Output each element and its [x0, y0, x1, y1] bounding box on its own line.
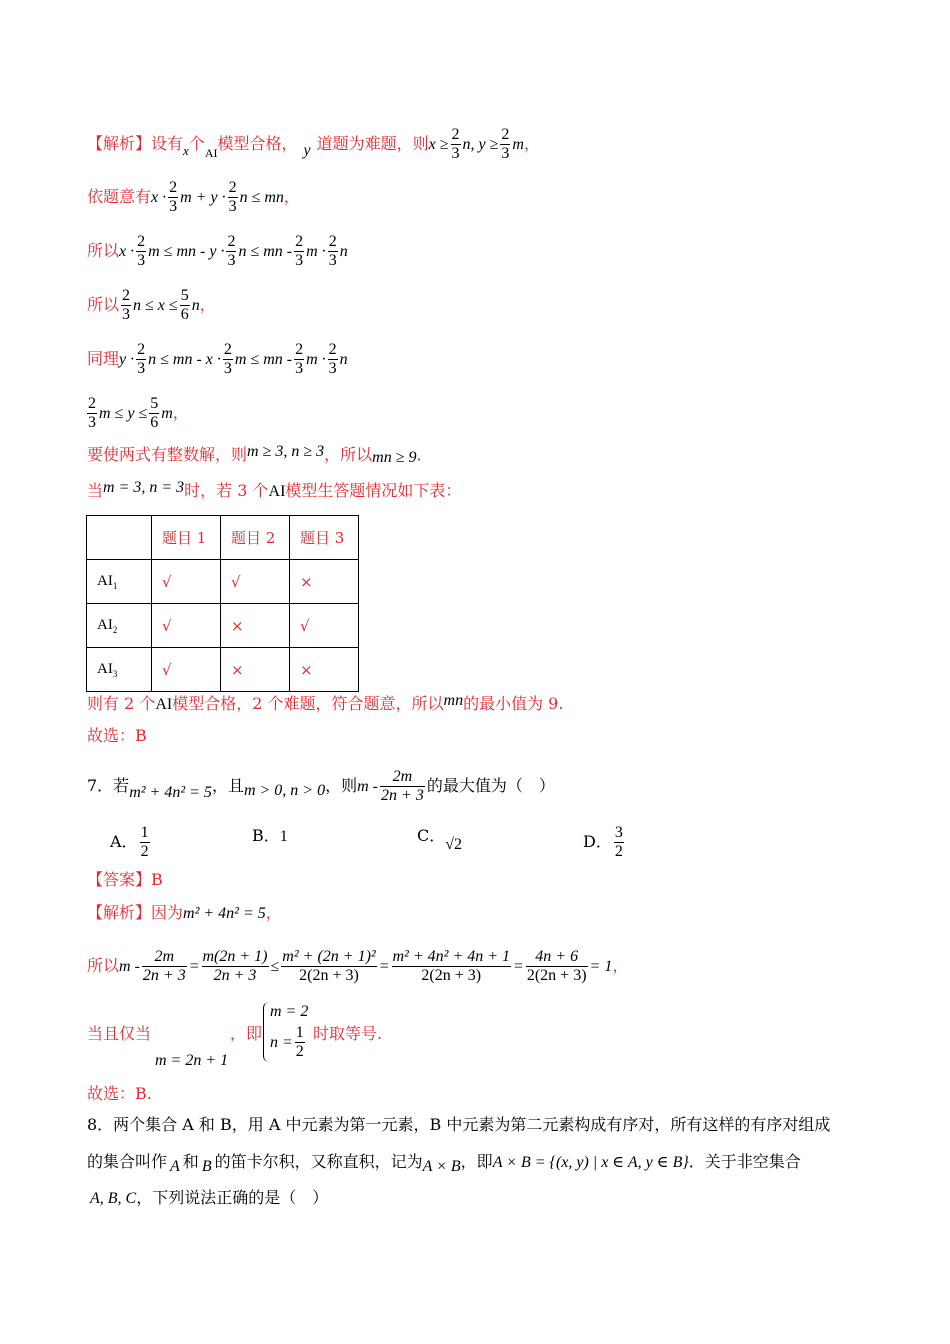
option-value: √2: [445, 836, 463, 853]
denominator: 2n + 3: [213, 967, 257, 984]
answer-tag-7: 【答案】B: [87, 870, 163, 889]
math: m + y ·: [180, 189, 226, 206]
row-label-text: AI: [97, 660, 113, 677]
fraction: [180, 287, 190, 324]
denominator: 3: [328, 360, 337, 377]
text: 当: [87, 481, 104, 500]
fraction: [87, 395, 97, 432]
text: ，: [612, 956, 629, 975]
conclusion-line: [87, 692, 563, 717]
numerator: 2: [295, 233, 304, 250]
math: n: [339, 351, 348, 368]
numerator: 4n + 6: [526, 948, 588, 967]
analysis-label: 【解析】设有: [87, 134, 184, 153]
row-label: [87, 560, 152, 604]
denominator: 3: [122, 306, 131, 323]
fraction: [328, 233, 338, 270]
row-label-sub: 2: [112, 624, 118, 635]
text: ．: [416, 445, 433, 464]
text: 则有 2 个: [87, 694, 156, 713]
math: m = 2n + 1: [155, 1052, 229, 1069]
text: 所以: [87, 295, 120, 314]
option-label: C．: [417, 826, 446, 845]
table-row: [87, 604, 359, 648]
text: 道题为难题，则: [316, 134, 429, 153]
numerator: 2m: [142, 948, 187, 967]
system-eq-1: m = 2: [270, 1003, 309, 1020]
text: ，: [199, 295, 216, 314]
text: ，: [172, 403, 189, 422]
denominator: 3: [328, 252, 337, 269]
table-cell: √: [152, 604, 221, 648]
denominator: 2(2n + 3): [299, 967, 359, 984]
text: ，所以: [324, 445, 373, 464]
analysis-7-equality: [87, 1022, 151, 1046]
numerator: m² + 4n² + 4n + 1: [392, 948, 511, 965]
fraction: [392, 948, 512, 985]
question-number: 7．若: [87, 776, 130, 795]
table-cell: √: [152, 648, 221, 692]
numerator: 1: [140, 824, 149, 841]
answer-line-7: 故选：B.: [87, 1084, 152, 1103]
option-b[interactable]: [252, 824, 288, 849]
analysis-line-7: [87, 443, 433, 468]
text: ，则: [325, 776, 358, 795]
option-value: 1: [279, 828, 288, 845]
math: m ≥ 3, n ≥ 3: [247, 443, 325, 460]
fraction: [294, 341, 304, 378]
fraction: [140, 824, 150, 861]
option-c[interactable]: [417, 824, 463, 853]
numerator: 2: [122, 287, 131, 304]
denominator: 3: [228, 198, 237, 215]
analysis-7-derivation: [87, 948, 628, 985]
table-row: [87, 560, 359, 604]
numerator: 5: [180, 287, 189, 304]
fraction: [328, 341, 338, 378]
question-8-line-1: 8．两个集合 A 和 B，用 A 中元素为第一元素，B 中元素为第二元素构成有序对，所有这样的有序对组成: [87, 1115, 831, 1134]
math: m ≤ mn - y ·: [148, 243, 225, 260]
fraction: [121, 287, 131, 324]
numerator: m(2n + 1): [202, 948, 268, 965]
fraction: [526, 948, 588, 985]
denominator: 3: [227, 252, 236, 269]
math: mn ≥ 9: [372, 449, 417, 466]
fraction: [380, 768, 425, 805]
math: mn: [443, 692, 464, 709]
table-row: [87, 648, 359, 692]
fraction: [136, 233, 146, 270]
fraction: [228, 179, 238, 216]
option-d[interactable]: [583, 824, 626, 861]
analysis-7-line-1: [87, 901, 282, 926]
ai-text: AI: [268, 483, 286, 500]
analysis-line-6: [87, 395, 189, 432]
math: =: [378, 958, 390, 975]
text: 的笛卡尔积，又称直积，记为: [214, 1152, 423, 1171]
math: m² + 4n² = 5: [129, 784, 212, 801]
option-label: A．: [110, 832, 138, 851]
numerator: 2: [228, 179, 237, 196]
row-label: [87, 604, 152, 648]
table-header-cell: 题目 2: [221, 516, 290, 560]
math: m -: [357, 778, 379, 795]
numerator: 2: [501, 126, 510, 143]
text: 模型生答题情况如下表：: [285, 481, 462, 500]
analysis-line-1: [87, 126, 540, 163]
row-label: [87, 648, 152, 692]
text: ，且: [211, 776, 244, 795]
var-x: x: [183, 143, 189, 158]
math: m ·: [306, 243, 326, 260]
fraction: [451, 126, 461, 163]
denominator: 2n + 3: [142, 967, 186, 984]
fraction: [136, 341, 146, 378]
math: B: [201, 1158, 212, 1175]
question-8-line-2: [87, 1150, 801, 1175]
math: m ≤ mn -: [234, 351, 293, 368]
numerator: 2: [137, 233, 146, 250]
answer-line-6: 故选：B: [87, 726, 147, 745]
ai-text: AI: [204, 146, 218, 160]
denominator: 3: [137, 360, 146, 377]
option-label: D．: [583, 832, 612, 851]
math: n: [339, 243, 348, 260]
denominator: 2: [140, 843, 149, 860]
math: n: [191, 297, 200, 314]
denominator: 3: [137, 252, 146, 269]
answer-table: [86, 515, 359, 692]
denominator: 3: [223, 360, 232, 377]
numerator: 2: [227, 233, 236, 250]
numerator: 2: [137, 341, 146, 358]
math: m = 3, n = 3: [103, 479, 185, 496]
numerator: 2: [88, 395, 96, 412]
analysis-label: 【解析】因为: [87, 903, 184, 922]
table-header-cell: 题目 1: [152, 516, 221, 560]
denominator: 2: [295, 1043, 304, 1060]
math: m: [512, 136, 524, 153]
math: A × B = {(x, y) | x ∈ A, y ∈ B}: [492, 1154, 689, 1171]
fraction: [295, 1024, 305, 1061]
math: = 1: [589, 958, 613, 975]
text: 所以: [87, 956, 120, 975]
math: n ≤ mn -: [238, 243, 293, 260]
denominator: 3: [451, 145, 460, 162]
math: A, B, C: [90, 1190, 137, 1207]
table-header-row: [87, 516, 359, 560]
math: n ≤ mn - x ·: [148, 351, 221, 368]
text: ，: [265, 903, 282, 922]
table-cell: ×: [221, 648, 290, 692]
row-label-sub: 3: [112, 668, 118, 679]
text: 所以: [87, 241, 120, 260]
fraction: [226, 233, 236, 270]
question-8-line-3: [87, 1186, 328, 1211]
numerator: m² + (2n + 1)²: [282, 948, 376, 965]
equality-sep: ，即: [230, 1024, 263, 1043]
math: x ≥: [428, 136, 449, 153]
text: ，即: [460, 1152, 493, 1171]
denominator: 2n + 3: [381, 787, 424, 804]
table-cell: ×: [290, 648, 359, 692]
row-label-text: AI: [97, 616, 113, 633]
text: 要使两式有整数解，则: [87, 445, 248, 464]
numerator: 2: [169, 179, 178, 196]
math: m² + 4n² = 5: [183, 905, 266, 922]
fraction: [168, 179, 178, 216]
denominator: 2: [614, 843, 623, 860]
text: 模型合格，2 个难题，符合题意，所以: [172, 694, 444, 713]
math: x ·: [119, 243, 135, 260]
math: m ≤ y ≤: [99, 405, 148, 422]
analysis-line-5: [87, 341, 348, 378]
fraction: [281, 948, 376, 985]
text: ，: [283, 187, 300, 206]
fraction: [223, 341, 233, 378]
equation-system: [263, 1002, 308, 1062]
numerator: 2: [328, 341, 337, 358]
numerator: 2: [223, 341, 232, 358]
var-y: y: [303, 142, 311, 159]
table-cell: ×: [221, 604, 290, 648]
text: ．关于非空集合: [688, 1152, 801, 1171]
equality-condition: [155, 1048, 228, 1073]
math: =: [513, 958, 524, 975]
denominator: 2(2n + 3): [421, 967, 482, 984]
fraction: [202, 948, 269, 985]
analysis-line-2: [87, 179, 300, 216]
analysis-line-3: [87, 233, 348, 270]
math: m ·: [306, 351, 326, 368]
math: y ·: [119, 351, 135, 368]
denominator: 3: [169, 198, 178, 215]
math: n, y ≥: [462, 136, 499, 153]
text: ，: [523, 134, 540, 153]
text: 和: [182, 1152, 199, 1171]
row-label-sub: 1: [112, 580, 118, 591]
fraction: [614, 824, 624, 861]
denominator: 6: [150, 414, 159, 431]
fraction: [142, 948, 187, 985]
ai-text: AI: [155, 696, 173, 713]
denominator: 6: [180, 306, 189, 323]
text: ，下列说法正确的是（ ）: [136, 1188, 329, 1207]
numerator: 1: [295, 1024, 304, 1041]
option-label: B．: [252, 826, 280, 845]
text: 的最小值为 9.: [463, 694, 564, 713]
math: n =: [270, 1034, 293, 1051]
text: 的集合叫作: [87, 1152, 168, 1171]
math: m -: [119, 958, 140, 975]
text: 同理: [87, 349, 120, 368]
numerator: 2: [295, 341, 304, 358]
math: n ≤ x ≤: [133, 297, 178, 314]
question-7: [87, 768, 555, 805]
table-header-cell: [87, 516, 152, 560]
math: n ≤ mn: [239, 189, 284, 206]
brace: [263, 1002, 308, 1062]
fraction: [149, 395, 159, 432]
math: m: [161, 405, 173, 422]
text: 当且仅当: [87, 1024, 152, 1043]
system-eq-2: [270, 1024, 308, 1061]
text: 个: [188, 134, 205, 153]
numerator: 2: [451, 126, 460, 143]
numerator: 3: [614, 824, 623, 841]
analysis-line-4: [87, 287, 216, 324]
math: x ·: [151, 189, 167, 206]
math: m > 0, n > 0: [243, 782, 326, 799]
table-cell: ×: [290, 560, 359, 604]
numerator: 5: [150, 395, 159, 412]
math: ≤: [270, 958, 280, 975]
denominator: 2(2n + 3): [526, 967, 587, 984]
text: 模型合格，: [217, 134, 298, 153]
option-a[interactable]: [110, 824, 152, 861]
equality-end: 时取等号.: [313, 1024, 383, 1043]
text: 时，若 3 个: [184, 481, 269, 500]
table-cell: √: [221, 560, 290, 604]
table-cell: √: [152, 560, 221, 604]
numerator: 2: [328, 233, 337, 250]
table-cell: √: [290, 604, 359, 648]
table-header-cell: 题目 3: [290, 516, 359, 560]
math: =: [188, 958, 200, 975]
denominator: 3: [295, 252, 304, 269]
denominator: 3: [501, 145, 510, 162]
text: 的最大值为（ ）: [426, 776, 555, 795]
fraction: [500, 126, 510, 163]
math: A: [170, 1158, 180, 1175]
fraction: [294, 233, 304, 270]
denominator: 3: [88, 414, 96, 431]
denominator: 3: [295, 360, 304, 377]
math: A × B: [422, 1158, 461, 1175]
analysis-line-8: [87, 479, 461, 504]
text: 依题意有: [87, 187, 152, 206]
row-label-text: AI: [97, 572, 113, 589]
numerator: 2m: [380, 768, 425, 787]
